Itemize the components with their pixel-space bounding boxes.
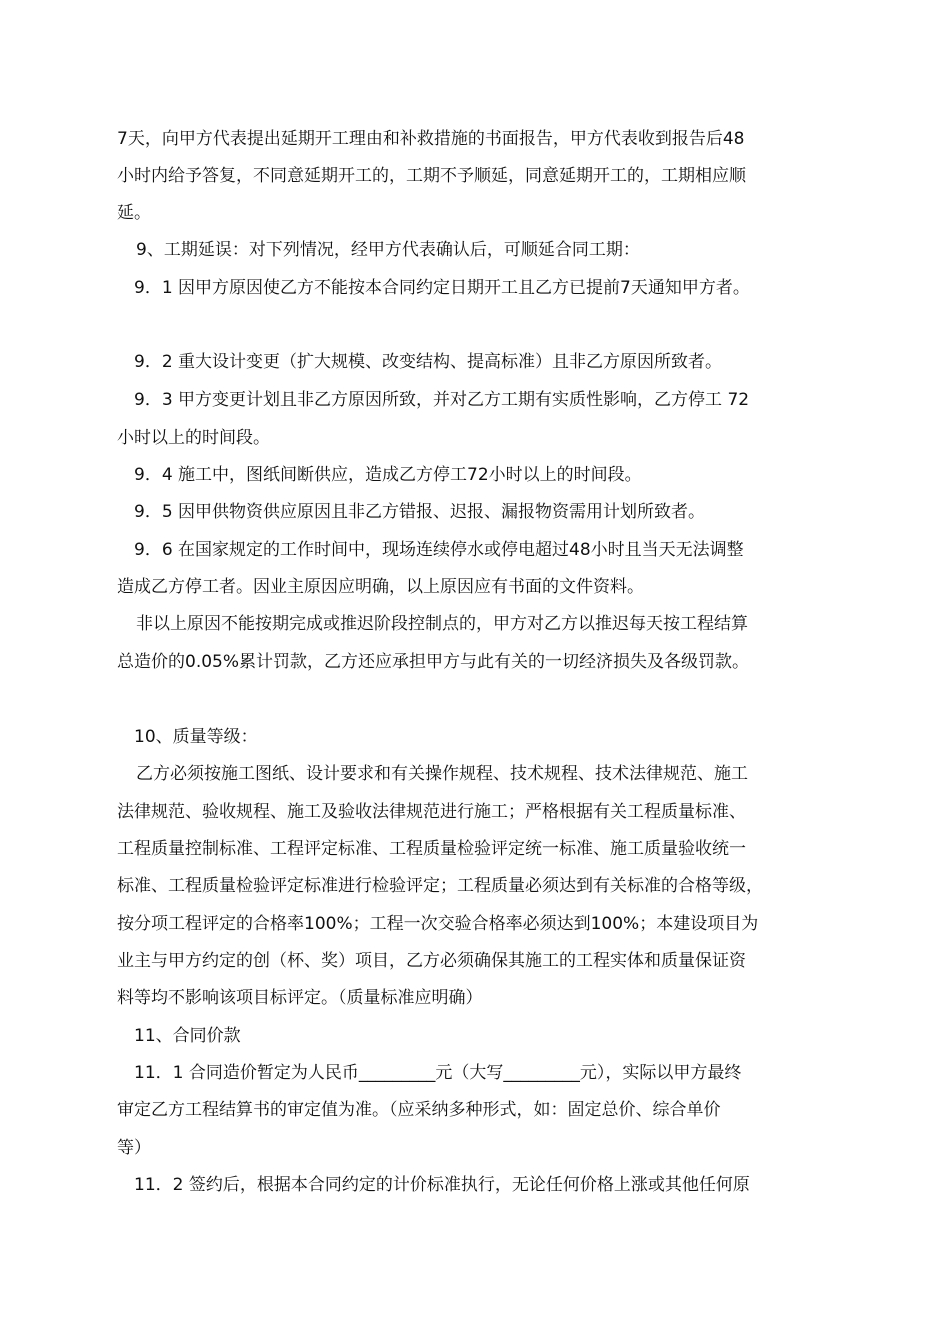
paragraph-line: 料等均不影响该项目标评定。（质量标准应明确） (117, 988, 483, 1008)
clause-heading: 10、质量等级： (134, 727, 258, 747)
paragraph-line: 延。 (117, 203, 151, 223)
clause-item: 9．5 因甲供物资供应原因且非乙方错报、迟报、漏报物资需用计划所致者。 (134, 502, 706, 522)
clause-item: 11．1 合同造价暂定为人民币_________元（大写_________元），实际以甲方最终 (134, 1063, 742, 1083)
paragraph-line: 工程质量控制标准、工程评定标准、工程质量检验评定统一标准、施工质量验收统一 (117, 839, 746, 859)
paragraph-line: 标准、工程质量检验评定标准进行检验评定；工程质量必须达到有关标准的合格等级， (117, 876, 763, 896)
paragraph-line: 按分项工程评定的合格率100%；工程一次交验合格率必须达到100%；本建设项目为 (117, 914, 759, 934)
clause-item: 9．2 重大设计变更（扩大规模、改变结构、提高标准）且非乙方原因所致者。 (134, 352, 723, 372)
paragraph-line: 小时内给予答复，不同意延期开工的，工期不予顺延，同意延期开工的，工期相应顺 (117, 166, 746, 186)
paragraph-line: 等） (117, 1138, 151, 1158)
clause-item: 9．3 甲方变更计划且非乙方原因所致，并对乙方工期有实质性影响，乙方停工 72 (134, 390, 750, 410)
paragraph-line: 业主与甲方约定的创（杯、奖）项目，乙方必须确保其施工的工程实体和质量保证资 (117, 951, 746, 971)
clause-item: 9．1 因甲方原因使乙方不能按本合同约定日期开工且乙方已提前7天通知甲方者。 (134, 278, 750, 298)
paragraph-line: 非以上原因不能按期完成或推迟阶段控制点的，甲方对乙方以推迟每天按工程结算 (136, 614, 748, 634)
clause-item: 9．6 在国家规定的工作时间中，现场连续停水或停电超过48小时且当天无法调整 (134, 540, 744, 560)
paragraph-line: 乙方必须按施工图纸、设计要求和有关操作规程、技术规程、技术法律规范、施工 (136, 764, 748, 784)
paragraph-line: 造成乙方停工者。因业主原因应明确，以上原因应有书面的文件资料。 (117, 577, 644, 597)
paragraph-line: 7天，向甲方代表提出延期开工理由和补救措施的书面报告，甲方代表收到报告后48 (117, 129, 745, 149)
clause-item: 11．2 签约后，根据本合同约定的计价标准执行，无论任何价格上涨或其他任何原 (134, 1175, 750, 1195)
paragraph-line: 法律规范、验收规程、施工及验收法律规范进行施工；严格根据有关工程质量标准、 (117, 802, 746, 822)
clause-item: 9．4 施工中，图纸间断供应，造成乙方停工72小时以上的时间段。 (134, 465, 642, 485)
paragraph-line: 审定乙方工程结算书的审定值为准。（应采纳多种形式，如：固定总价、综合单价 (117, 1100, 721, 1120)
paragraph-line: 小时以上的时间段。 (117, 428, 270, 448)
clause-heading: 11、合同价款 (134, 1026, 241, 1046)
paragraph-line: 总造价的0.05%累计罚款，乙方还应承担甲方与此有关的一切经济损失及各级罚款。 (117, 652, 750, 672)
clause-heading: 9、工期延误：对下列情况，经甲方代表确认后，可顺延合同工期： (136, 240, 640, 260)
